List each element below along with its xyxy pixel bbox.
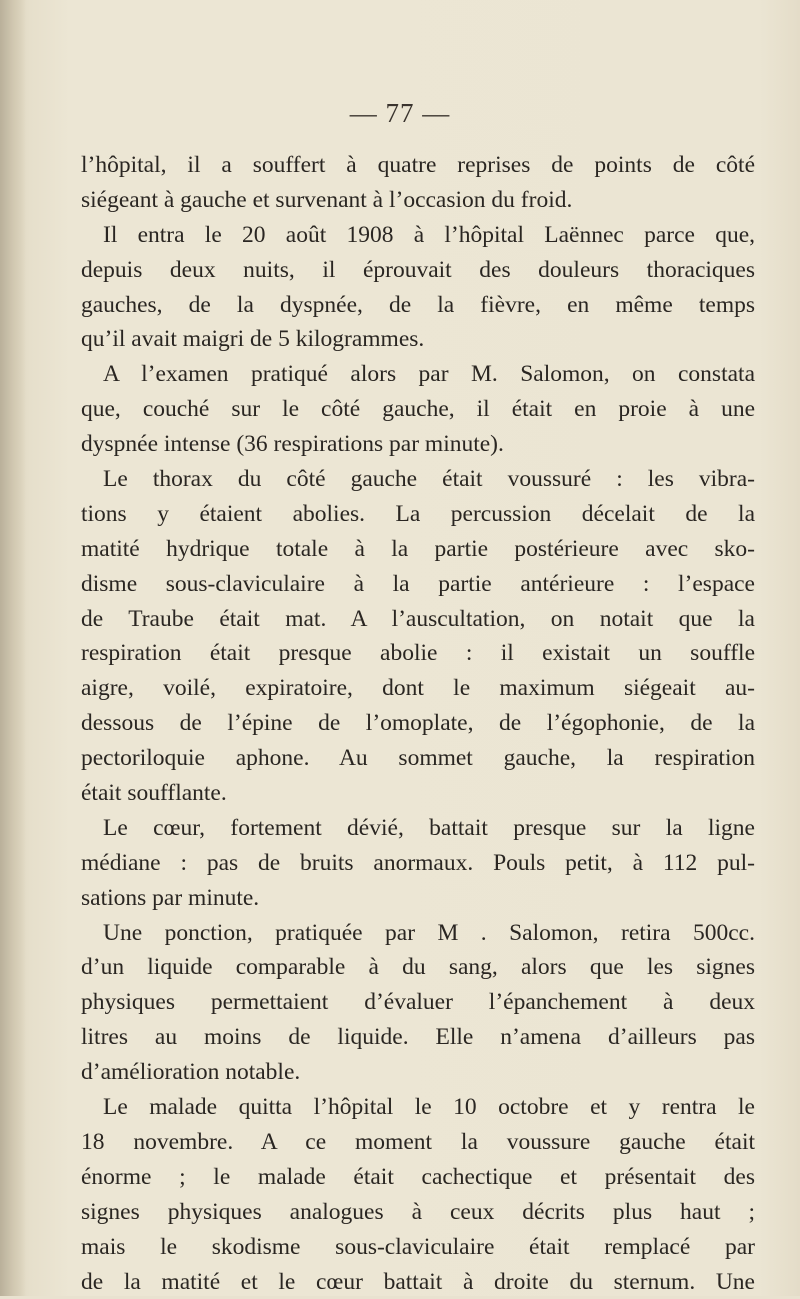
text-line: d’amélioration notable. — [81, 1055, 755, 1090]
text-line: Le malade quitta l’hôpital le 10 octobre et y rentra le — [81, 1090, 755, 1125]
text-line: Une ponction, pratiquée par M . Salomon, retira 500cc. — [81, 916, 755, 951]
text-line: A l’examen pratiqué alors par M. Salomon, on constata — [81, 357, 755, 392]
page-number: — 77 — — [0, 98, 800, 129]
text-line: physiques permettaient d’évaluer l’épanchement à deux — [81, 985, 755, 1020]
text-line: litres au moins de liquide. Elle n’amena d’ailleurs pas — [81, 1020, 755, 1055]
text-line: dyspnée intense (36 respirations par minute). — [81, 427, 755, 462]
text-line: 18 novembre. A ce moment la voussure gauche était — [81, 1125, 755, 1160]
text-line: gauches, de la dyspnée, de la fièvre, en même temps — [81, 288, 755, 323]
text-line: disme sous-claviculaire à la partie antérieure : l’espace — [81, 567, 755, 602]
text-line: Le thorax du côté gauche était voussuré : les vibra- — [81, 462, 755, 497]
text-line: signes physiques analogues à ceux décrits plus haut ; — [81, 1195, 755, 1230]
text-line: depuis deux nuits, il éprouvait des douleurs thoraciques — [81, 253, 755, 288]
binding-shadow — [0, 0, 26, 1296]
text-line: matité hydrique totale à la partie postérieure avec sko- — [81, 532, 755, 567]
text-line: de Traube était mat. A l’auscultation, on notait que la — [81, 602, 755, 637]
text-line: siégeant à gauche et survenant à l’occasion du froid. — [81, 183, 755, 218]
text-line: respiration était presque abolie : il existait un souffle — [81, 636, 755, 671]
text-line: dessous de l’épine de l’omoplate, de l’égophonie, de la — [81, 706, 755, 741]
body-text — [81, 148, 755, 1299]
text-line: l’hôpital, il a souffert à quatre reprises de points de côté — [81, 148, 755, 183]
text-line: médiane : pas de bruits anormaux. Pouls petit, à 112 pul- — [81, 846, 755, 881]
text-line: aigre, voilé, expiratoire, dont le maximum siégeait au- — [81, 671, 755, 706]
text-line: énorme ; le malade était cachectique et présentait des — [81, 1160, 755, 1195]
text-line: Le cœur, fortement dévié, battait presque sur la ligne — [81, 811, 755, 846]
text-line: de la matité et le cœur battait à droite du sternum. Une — [81, 1265, 755, 1299]
text-line: mais le skodisme sous-claviculaire était remplacé par — [81, 1230, 755, 1265]
text-line: tions y étaient abolies. La percussion décelait de la — [81, 497, 755, 532]
text-line: qu’il avait maigri de 5 kilogrammes. — [81, 322, 755, 357]
text-line: sations par minute. — [81, 881, 755, 916]
text-line: pectoriloquie aphone. Au sommet gauche, la respiration — [81, 741, 755, 776]
text-line: que, couché sur le côté gauche, il était en proie à une — [81, 392, 755, 427]
text-line: d’un liquide comparable à du sang, alors que les signes — [81, 950, 755, 985]
text-line: Il entra le 20 août 1908 à l’hôpital Laënnec parce que, — [81, 218, 755, 253]
text-line: était soufflante. — [81, 776, 755, 811]
